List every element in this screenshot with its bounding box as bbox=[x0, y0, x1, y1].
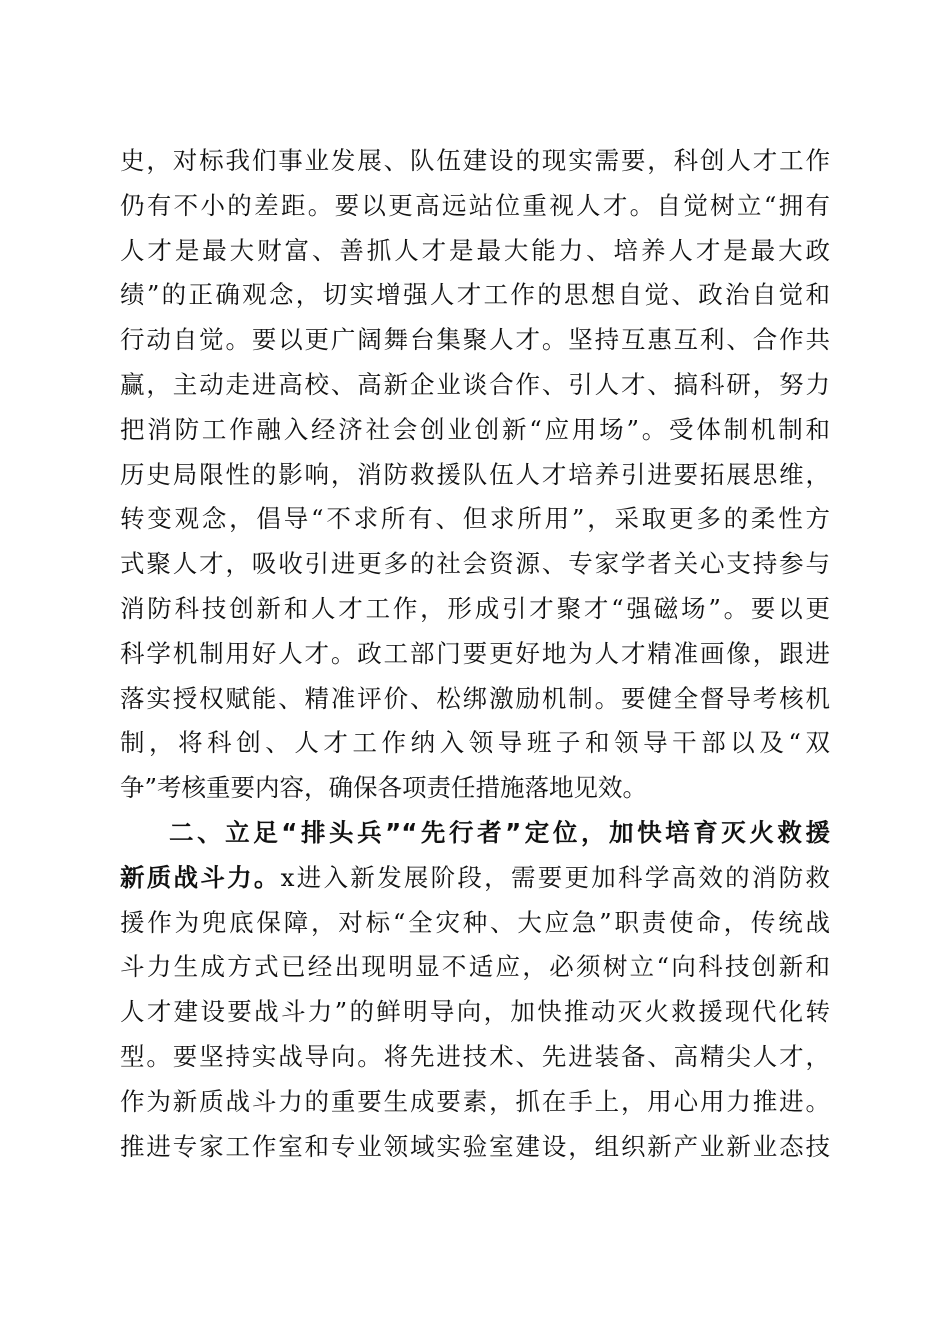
text-line: 仍有不小的差距。要以更高远站位重视人才。自觉树立“拥有 bbox=[120, 190, 830, 220]
document-body bbox=[120, 139, 830, 1169]
text-line: 推进专家工作室和专业领域实验室建设，组织新产业新业态技 bbox=[120, 1131, 830, 1161]
text-line: 人才是最大财富、善抓人才是最大能力、培养人才是最大政 bbox=[120, 235, 830, 265]
text-line: 斗力生成方式已经出现明显不适应，必须树立“向科技创新和 bbox=[120, 952, 830, 982]
section-heading: 二、立足“排头兵”“先行者”定位，加快培育灭火救援 bbox=[169, 817, 830, 847]
text-line: 争”考核重要内容，确保各项责任措施落地见效。 bbox=[120, 773, 648, 803]
text-line: 人才建设要战斗力”的鲜明导向，加快推动灭火救援现代化转 bbox=[120, 997, 830, 1027]
heading-continuation-line bbox=[120, 856, 830, 901]
text-line: 绩”的正确观念，切实增强人才工作的思想自觉、政治自觉和 bbox=[120, 280, 830, 310]
text-line: 消防科技创新和人才工作，形成引才聚才“强磁场”。要以更 bbox=[120, 593, 830, 623]
text-line: 转变观念，倡导“不求所有、但求所用”，采取更多的柔性方 bbox=[120, 504, 830, 534]
text-line: 作为新质战斗力的重要生成要素，抓在手上，用心用力推进。 bbox=[120, 1086, 830, 1116]
text-line: 式聚人才，吸收引进更多的社会资源、专家学者关心支持参与 bbox=[120, 549, 830, 579]
text-line: 把消防工作融入经济社会创业创新“应用场”。受体制机制和 bbox=[120, 414, 830, 444]
heading-line-text: x进入新发展阶段，需要更加科学高效的消防救 bbox=[280, 862, 830, 892]
text-line: 援作为兜底保障，对标“全灾种、大应急”职责使命，传统战 bbox=[120, 907, 830, 937]
text-line: 历史局限性的影响，消防救援队伍人才培养引进要拓展思维， bbox=[120, 459, 830, 489]
text-line: 行动自觉。要以更广阔舞台集聚人才。坚持互惠互利、合作共 bbox=[120, 325, 830, 355]
text-line: 赢，主动走进高校、高新企业谈合作、引人才、搞科研，努力 bbox=[120, 369, 830, 399]
text-line: 落实授权赋能、精准评价、松绑激励机制。要健全督导考核机 bbox=[120, 683, 830, 713]
text-line: 制，将科创、人才工作纳入领导班子和领导干部以及“双 bbox=[120, 728, 830, 758]
text-line: 型。要坚持实战导向。将先进技术、先进装备、高精尖人才， bbox=[120, 1041, 830, 1071]
text-line: 史，对标我们事业发展、队伍建设的现实需要，科创人才工作 bbox=[120, 146, 830, 175]
text-line: 科学机制用好人才。政工部门要更好地为人才精准画像，跟进 bbox=[120, 638, 830, 668]
section-heading-tail: 新质战斗力。 bbox=[120, 862, 281, 892]
